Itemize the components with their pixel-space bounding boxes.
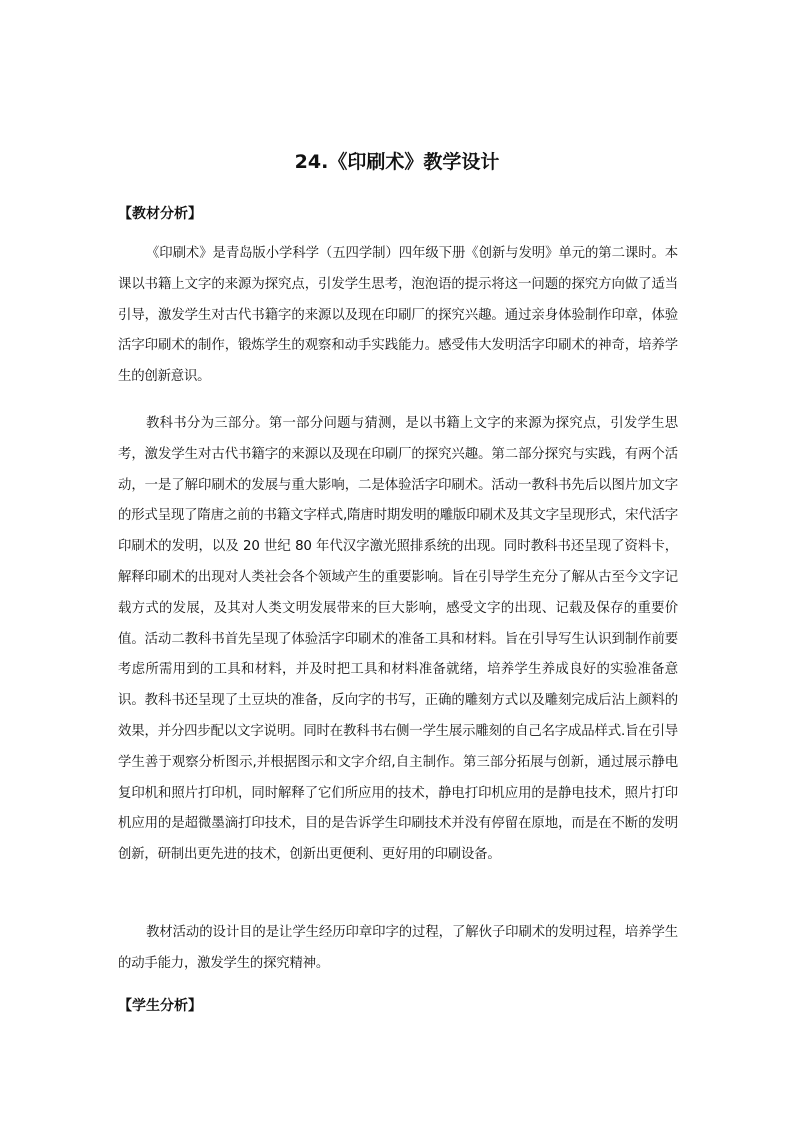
section-heading-student-analysis: 【学生分析】 — [118, 998, 202, 1014]
page-title: 24.《印刷术》教学设计 — [294, 151, 500, 173]
paragraph-activity-purpose: 教材活动的设计目的是让学生经历印章印字的过程，了解伙子印刷术的发明过程，培养学生的动手能力，激发学生的探究精神。 — [118, 925, 678, 971]
section-heading-textbook-analysis: 【教材分析】 — [118, 206, 202, 222]
paragraph-textbook-structure: 教科书分为三部分。第一部分问题与猜测，是以书籍上文字的来源为探究点，引发学生思考，激发学生对古代书籍字的来源以及现在印刷厂的探究兴趣。第二部分探究与实践，有两个活动，一是了解印刷术的发展与重大影响，二是体验活字印刷术。活动一教科书先后以图片加文字的形式呈现了隋唐之前的书籍文字样式,隋唐时期发明的雕版印刷术及其文字呈现形式，宋代活字印刷术的发明，以及 20 世纪 80 年代汉字激光照排系统的出现。同时教科书还呈现了资料卡，解释印刷术的出现对人类社会各个领域产生的重要影响。旨在引导学生充分了解从古至今文字记载方式的发展，及其对人类文明发展带来的巨大影响，感受文字的出现、记载及保存的重要价值。活动二教科书首先呈现了体验活字印刷术的准备工具和材料。旨在引导写生认识到制作前要考虑所需用到的工具和材料，并及时把工具和材料准备就绪，培养学生养成良好的实验准备意识。教科书还呈现了土豆块的准备，反向字的书写，正确的雕刻方式以及雕刻完成后沾上颜料的效果，并分四步配以文字说明。同时在教科书右侧一学生展示雕刻的自己名字成品样式.旨在引导学生善于观察分析图示,并根据图示和文字介绍,自主制作。第三部分拓展与创新，通过展示静电复印机和照片打印机，同时解释了它们所应用的技术，静电打印机应用的是静电技术，照片打印机应用的是超微墨滴打印技术，目的是告诉学生印刷技术并没有停留在原地，而是在不断的发明创新，研制出更先进的技术，创新出更便利、更好用的印刷设备。 — [118, 416, 678, 863]
paragraph-textbook-intro: 《印刷术》是青岛版小学科学（五四学制）四年级下册《创新与发明》单元的第二课时。本课以书籍上文字的来源为探究点，引发学生思考，泡泡语的提示将这一问题的探究方向做了适当引导，激发学生对古代书籍字的来源以及现在印刷厂的探究兴趣。通过亲身体验制作印章，体验活字印刷术的制作，锻炼学生的观察和动手实践能力。感受伟大发明活字印刷术的神奇，培养学生的创新意识。 — [118, 246, 678, 385]
